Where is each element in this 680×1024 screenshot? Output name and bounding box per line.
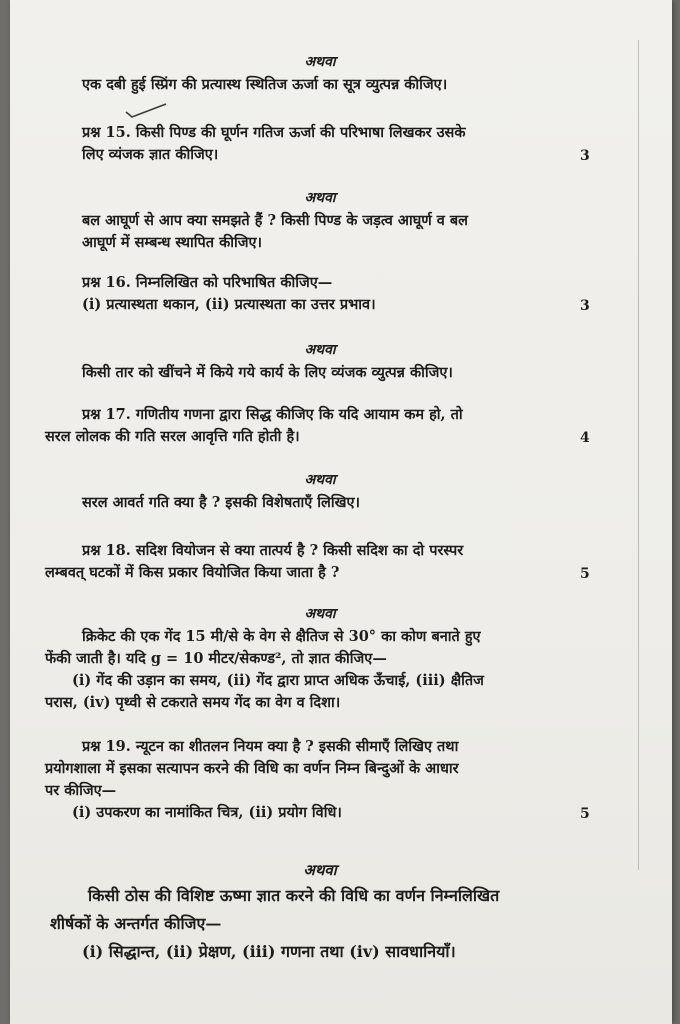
question-15-marks: 3 <box>580 148 590 164</box>
athva-heading: अथवा <box>304 606 336 622</box>
question-19-text-cont: पर कीजिए— <box>45 782 117 799</box>
question-text-cont: शीर्षकों के अन्तर्गत कीजिए— <box>50 914 222 933</box>
question-17-marks: 4 <box>580 430 590 446</box>
question-18-text-cont: लम्बवत् घटकों में किस प्रकार वियोजित किया जाता है ? <box>45 564 340 581</box>
question-text-cont: (i) सिद्धान्त, (ii) प्रेक्षण, (iii) गणना तथा (iv) सावधानियाँ। <box>82 942 456 961</box>
question-text: किसी तार को खींचने में किये गये कार्य के लिए व्यंजक व्युत्पन्न कीजिए। <box>82 364 453 381</box>
question-text: सरल आवर्त गति क्या है ? इसकी विशेषताएँ लिखिए। <box>82 494 361 511</box>
question-text: किसी ठोस की विशिष्ट ऊष्मा ज्ञात करने की विधि का वर्णन निम्नलिखित <box>88 886 500 905</box>
athva-heading: अथवा <box>304 54 336 70</box>
athva-heading: अथवा <box>304 190 336 206</box>
athva-heading: अथवा <box>303 861 337 879</box>
question-17-text: प्रश्न 17. गणितीय गणना द्वारा सिद्ध कीजिए कि यदि आयाम कम हो, तो <box>82 406 463 423</box>
question-18-text: प्रश्न 18. सदिश वियोजन से क्या तात्पर्य है ? किसी सदिश का दो परस्पर <box>82 542 464 559</box>
question-16-text: प्रश्न 16. निम्नलिखित को परिभाषित कीजिए— <box>82 274 333 291</box>
question-19-marks: 5 <box>580 806 590 822</box>
question-text: एक दबी हुई स्प्रिंग की प्रत्यास्थ स्थितिज ऊर्जा का सूत्र व्युत्पन्न कीजिए। <box>82 76 448 93</box>
question-text: बल आघूर्ण से आप क्या समझते हैं ? किसी पिण्ड के जड़त्व आघूर्ण व बल <box>82 212 469 229</box>
page-content <box>10 0 672 1024</box>
question-17-text-cont: सरल लोलक की गति सरल आवृत्ति गति होती है। <box>45 428 300 445</box>
exam-page <box>10 0 672 1024</box>
question-19-text: प्रश्न 19. न्यूटन का शीतलन नियम क्या है ? इसकी सीमाएँ लिखिए तथा <box>82 738 459 755</box>
question-19-text-cont: प्रयोगशाला में इसका सत्यापन करने की विधि का वर्णन निम्न बिन्दुओं के आधार <box>45 760 459 777</box>
question-text-cont: फेंकी जाती है। यदि g = 10 मीटर/सेकण्ड², तो ज्ञात कीजिए— <box>45 650 387 667</box>
pen-tick-mark <box>122 100 170 120</box>
question-18-marks: 5 <box>580 566 590 582</box>
question-text: क्रिकेट की एक गेंद 15 मी/से के वेग से क्षैतिज से 30° का कोण बनाते हुए <box>82 628 481 645</box>
question-text-cont: परास, (iv) पृथ्वी से टकराते समय गेंद का वेग व दिशा। <box>45 694 341 711</box>
question-19-text-cont: (i) उपकरण का नामांकित चित्र, (ii) प्रयोग विधि। <box>72 804 342 821</box>
question-16-marks: 3 <box>580 298 590 314</box>
question-text-cont: आघूर्ण में सम्बन्ध स्थापित कीजिए। <box>82 234 263 251</box>
athva-heading: अथवा <box>304 342 336 358</box>
question-16-text-cont: (i) प्रत्यास्थता थकान, (ii) प्रत्यास्थता का उत्तर प्रभाव। <box>82 296 376 313</box>
question-15-text-cont: लिए व्यंजक ज्ञात कीजिए। <box>82 146 219 163</box>
athva-heading: अथवा <box>304 472 336 488</box>
question-15-text: प्रश्न 15. किसी पिण्ड की घूर्णन गतिज ऊर्जा की परिभाषा लिखकर उसके <box>82 124 466 141</box>
question-text-cont: (i) गेंद की उड़ान का समय, (ii) गेंद द्वारा प्राप्त अधिक ऊँचाई, (iii) क्षैतिज <box>72 672 484 689</box>
